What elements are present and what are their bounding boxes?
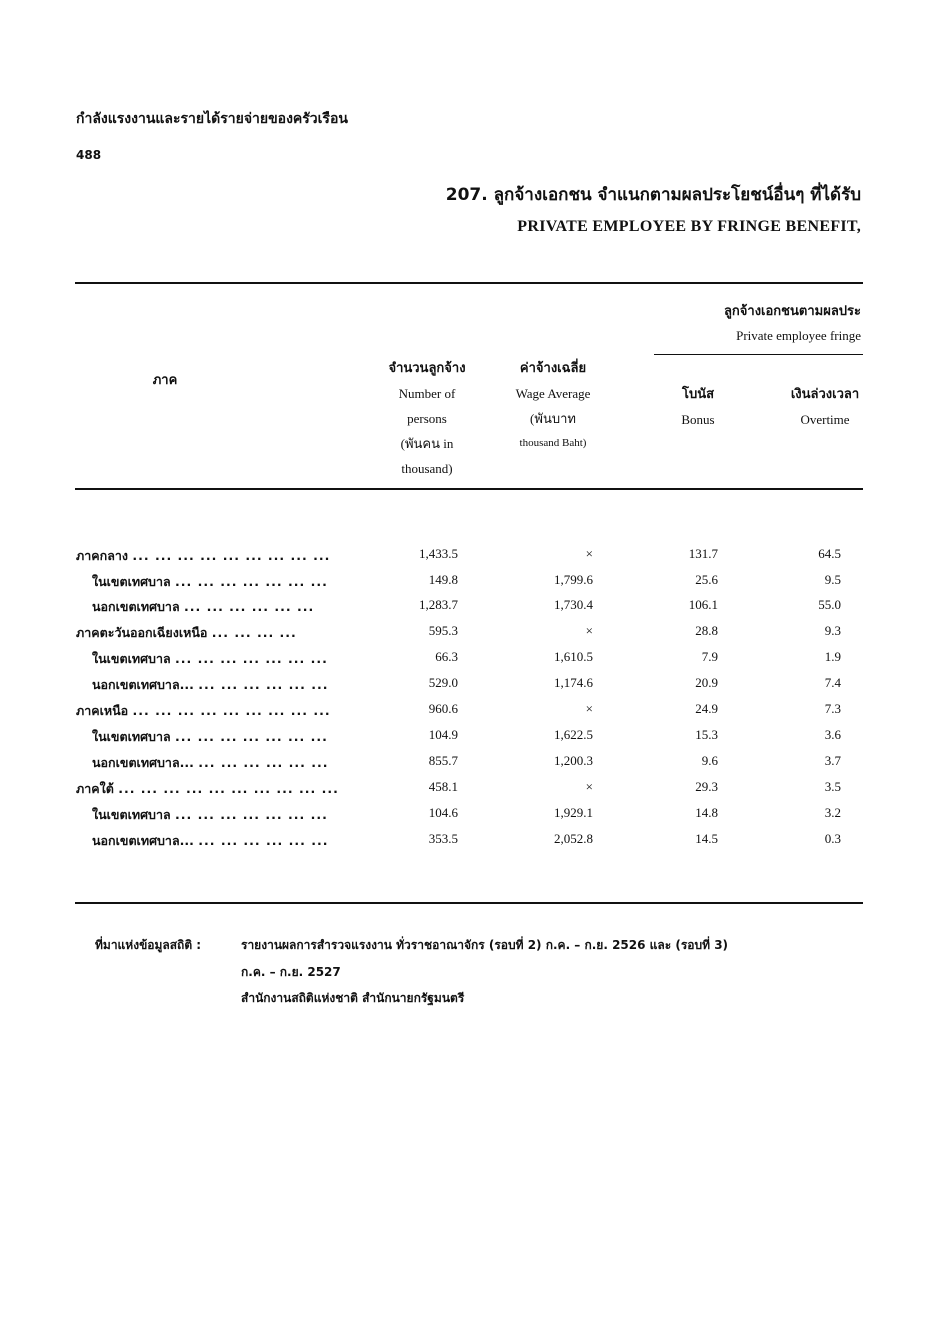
row-label: นอกเขตเทศบาล... ... ... ... ... ... ... xyxy=(92,755,329,770)
cell-persons: 960.6 xyxy=(428,701,458,716)
book-title: กำลังแรงงานและรายได้รายจ่ายของครัวเรือน xyxy=(76,111,348,127)
cell-wage: 1,174.6 xyxy=(554,675,593,690)
source-label: ที่มาแห่งข้อมูลสถิติ : xyxy=(95,938,202,952)
cell-persons: 855.7 xyxy=(428,753,458,768)
row-label: นอกเขตเทศบาล... ... ... ... ... ... ... xyxy=(92,833,329,848)
header-persons-th: จำนวนลูกจ้าง xyxy=(388,361,466,376)
row-label: ภาคใต้ ... ... ... ... ... ... ... ... ... ... xyxy=(76,781,339,796)
cell-overtime: 3.2 xyxy=(824,805,841,820)
cell-wage: × xyxy=(585,701,593,716)
table-top-rule xyxy=(75,282,863,284)
cell-persons: 149.8 xyxy=(428,572,458,587)
table-row xyxy=(76,727,861,753)
cell-persons: 104.6 xyxy=(428,805,458,820)
row-label: นอกเขตเทศบาล... ... ... ... ... ... ... xyxy=(92,677,329,692)
row-label: นอกเขตเทศบาล ... ... ... ... ... ... xyxy=(92,599,315,614)
header-wage-unit-en: thousand Baht) xyxy=(519,437,587,449)
header-wage-th: ค่าจ้างเฉลี่ย xyxy=(519,361,587,376)
cell-bonus: 20.9 xyxy=(695,675,718,690)
cell-overtime: 55.0 xyxy=(818,597,841,612)
header-overtime-th: เงินล่วงเวลา xyxy=(790,387,860,402)
cell-persons: 353.5 xyxy=(428,831,458,846)
header-group-rule xyxy=(654,354,863,355)
cell-overtime: 0.3 xyxy=(824,831,841,846)
header-group-en: Private employee fringe xyxy=(736,328,861,343)
header-wage-unit-th: (พันบาท xyxy=(530,411,576,426)
cell-persons: 458.1 xyxy=(428,779,458,794)
cell-persons: 595.3 xyxy=(428,623,458,638)
cell-persons: 1,283.7 xyxy=(419,597,458,612)
table-row xyxy=(76,597,861,623)
cell-wage: 1,610.5 xyxy=(554,649,593,664)
table-title-english: PRIVATE EMPLOYEE BY FRINGE BENEFIT, xyxy=(517,218,861,235)
cell-wage: 2,052.8 xyxy=(554,831,593,846)
cell-overtime: 3.6 xyxy=(824,727,841,742)
header-persons-unit-1: (พันคน in xyxy=(400,436,454,451)
header-overtime xyxy=(766,382,884,432)
cell-wage: 1,622.5 xyxy=(554,727,593,742)
cell-overtime: 1.9 xyxy=(824,649,841,664)
cell-bonus: 7.9 xyxy=(701,649,718,664)
cell-bonus: 24.9 xyxy=(695,701,718,716)
header-persons xyxy=(362,356,492,481)
table-row xyxy=(76,831,861,857)
row-label: ภาคกลาง ... ... ... ... ... ... ... ... ... xyxy=(76,548,331,563)
header-persons-unit-2: thousand) xyxy=(401,461,453,476)
cell-persons: 1,433.5 xyxy=(419,546,458,561)
cell-bonus: 25.6 xyxy=(695,572,718,587)
header-bonus-en: Bonus xyxy=(681,412,715,427)
cell-bonus: 15.3 xyxy=(695,727,718,742)
header-wage xyxy=(488,356,618,456)
header-wage-en: Wage Average xyxy=(515,386,591,401)
source-line-1: รายงานผลการสำรวจแรงงาน ทั่วราชอาณาจักร (รอบที่ 2) ก.ค. – ก.ย. 2526 และ (รอบที่ 3) xyxy=(241,938,729,952)
row-label: ในเขตเทศบาล ... ... ... ... ... ... ... xyxy=(92,807,328,822)
cell-wage: 1,799.6 xyxy=(554,572,593,587)
row-label: ภาคเหนือ ... ... ... ... ... ... ... ... ... xyxy=(76,703,331,718)
cell-bonus: 9.6 xyxy=(701,753,718,768)
cell-persons: 104.9 xyxy=(428,727,458,742)
table-bottom-rule xyxy=(75,902,863,904)
row-label: ในเขตเทศบาล ... ... ... ... ... ... ... xyxy=(92,729,328,744)
table-row xyxy=(76,701,861,727)
cell-bonus: 14.8 xyxy=(695,805,718,820)
cell-bonus: 29.3 xyxy=(695,779,718,794)
cell-wage: × xyxy=(585,546,593,561)
cell-wage: 1,929.1 xyxy=(554,805,593,820)
header-region xyxy=(130,368,200,393)
table-row xyxy=(76,675,861,701)
header-overtime-en: Overtime xyxy=(800,412,850,427)
cell-overtime: 7.3 xyxy=(824,701,841,716)
cell-bonus: 14.5 xyxy=(695,831,718,846)
cell-wage: × xyxy=(585,623,593,638)
header-bonus-th: โบนัส xyxy=(681,387,715,402)
cell-overtime: 9.3 xyxy=(824,623,841,638)
table-row xyxy=(76,779,861,805)
header-bonus xyxy=(648,382,748,432)
cell-overtime: 9.5 xyxy=(824,572,841,587)
table-row xyxy=(76,805,861,831)
source-line-2: ก.ค. – ก.ย. 2527 xyxy=(241,965,341,979)
cell-wage: 1,200.3 xyxy=(554,753,593,768)
cell-overtime: 3.7 xyxy=(824,753,841,768)
header-region-th: ภาค xyxy=(152,373,178,388)
source-line-3: สำนักงานสถิติแห่งชาติ สำนักนายกรัฐมนตรี xyxy=(241,991,465,1005)
cell-overtime: 64.5 xyxy=(818,546,841,561)
table-row xyxy=(76,623,861,649)
table-row xyxy=(76,753,861,779)
cell-overtime: 7.4 xyxy=(824,675,841,690)
cell-bonus: 106.1 xyxy=(688,597,718,612)
table-row xyxy=(76,572,861,598)
row-label: ในเขตเทศบาล ... ... ... ... ... ... ... xyxy=(92,574,328,589)
cell-overtime: 3.5 xyxy=(824,779,841,794)
row-label: ในเขตเทศบาล ... ... ... ... ... ... ... xyxy=(92,651,328,666)
cell-persons: 66.3 xyxy=(435,649,458,664)
cell-wage: × xyxy=(585,779,593,794)
row-label: ภาคตะวันออกเฉียงเหนือ ... ... ... ... xyxy=(76,625,297,640)
cell-wage: 1,730.4 xyxy=(554,597,593,612)
table-row xyxy=(76,546,861,572)
cell-bonus: 28.8 xyxy=(695,623,718,638)
page-number: 488 xyxy=(76,148,102,162)
cell-bonus: 131.7 xyxy=(688,546,718,561)
header-persons-en-1: Number of xyxy=(398,386,456,401)
cell-persons: 529.0 xyxy=(428,675,458,690)
table-header-rule xyxy=(75,488,863,490)
table-row xyxy=(76,649,861,675)
header-group-th: ลูกจ้างเอกชนตามผลประ xyxy=(723,304,861,319)
table-title-thai: 207. ลูกจ้างเอกชน จำแนกตามผลประโยชน์อื่นๆ ที่ได้รับ xyxy=(445,185,861,205)
header-persons-en-2: persons xyxy=(407,411,447,426)
